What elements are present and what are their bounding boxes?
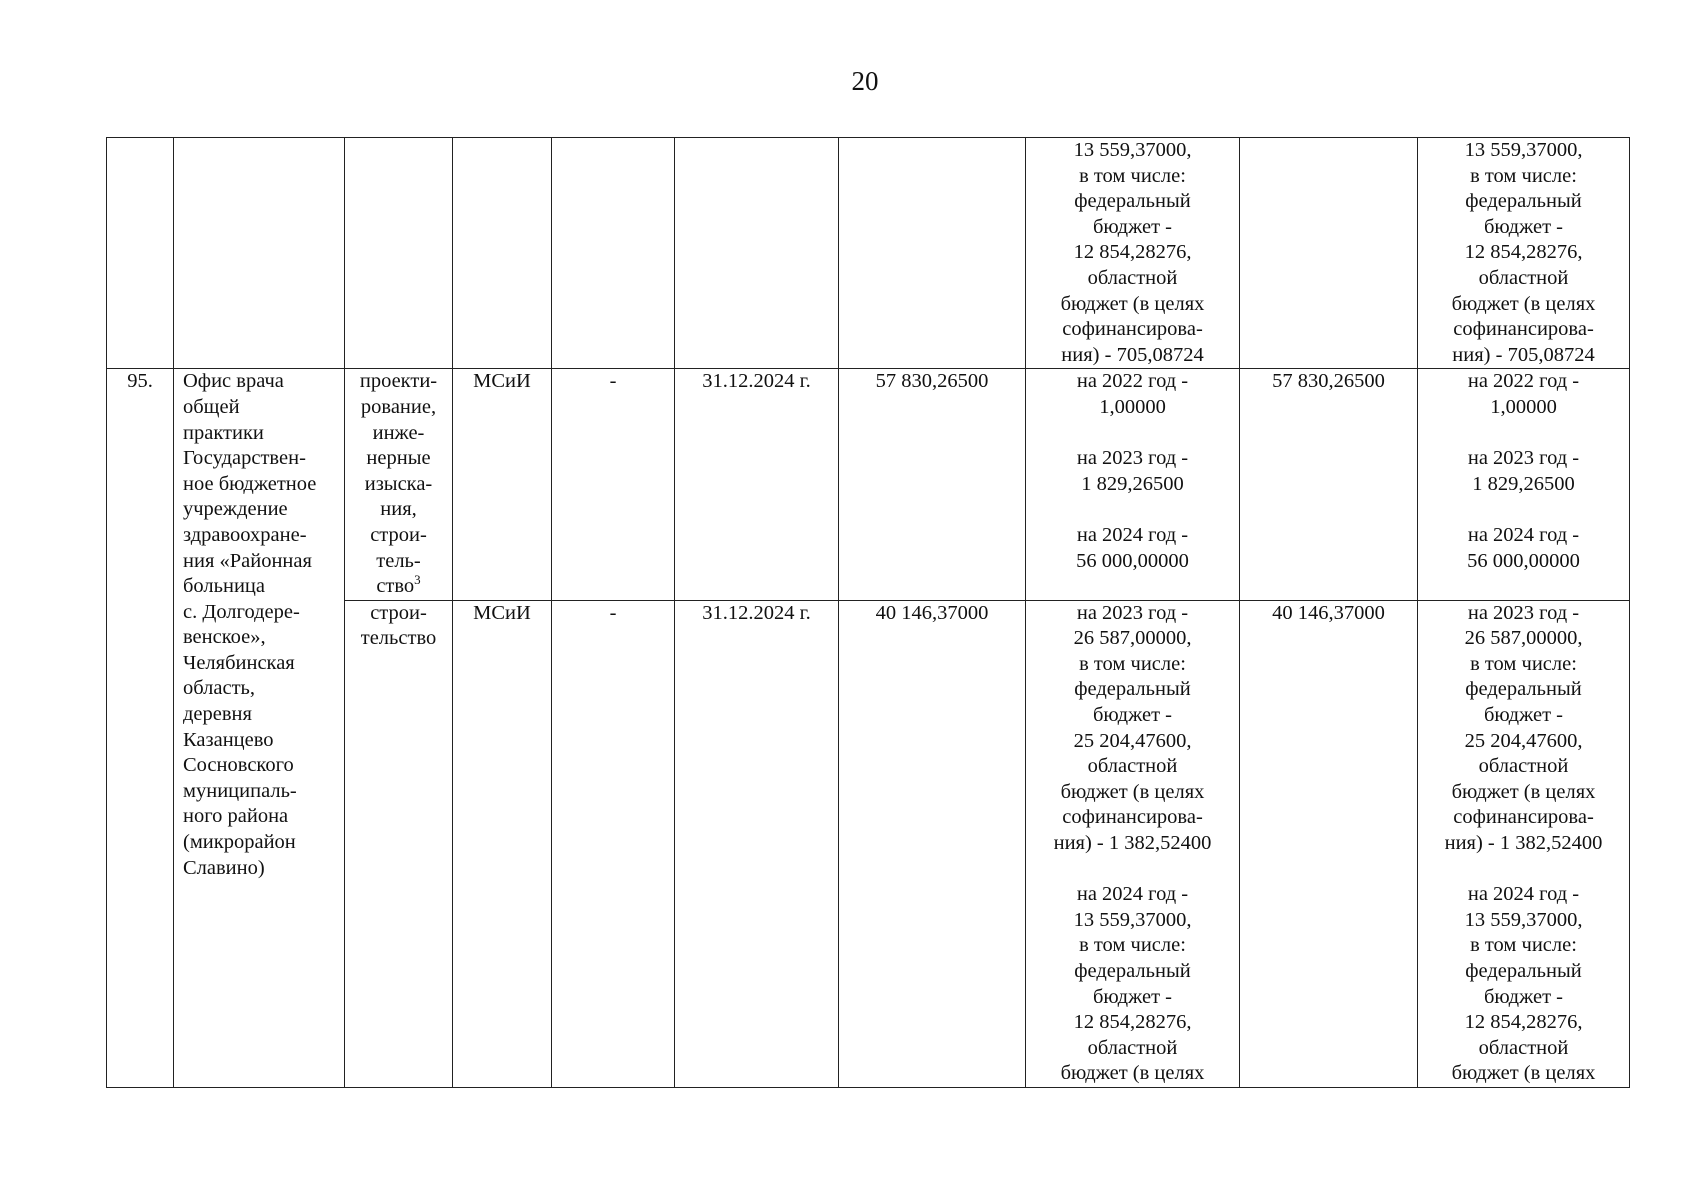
cell-work-type bbox=[345, 138, 453, 369]
cell-deadline: 31.12.2024 г. bbox=[675, 369, 839, 600]
cell-number bbox=[107, 138, 174, 369]
cell-estimated-cost bbox=[839, 138, 1026, 369]
continuation-row bbox=[107, 138, 1630, 369]
cell-limit-funding: 13 559,37000, в том числе: федеральный бюджет - 12 854,28276, областной бюджет (в целях софинансирова- ния) - 705,08724 bbox=[1418, 138, 1630, 369]
cell-number: 95. bbox=[107, 369, 174, 1088]
page-number: 20 bbox=[851, 66, 879, 96]
cell-deadline bbox=[675, 138, 839, 369]
cell-customer: МСиИ bbox=[453, 369, 552, 600]
cell-object-name: Офис врача общей практики Государствен- ное бюджетное учреждение здравоохране- ния «Районная больница с. Долгодере- венское», Челябинская область, деревня Казанцево Сосновского муниципаль- ного района (микрорайон Славино) bbox=[174, 369, 345, 1088]
cell-funding: на 2022 год - 1,00000 на 2023 год - 1 829,26500 на 2024 год - 56 000,00000 bbox=[1026, 369, 1240, 600]
cell-capacity bbox=[552, 138, 675, 369]
cell-limit: 40 146,37000 bbox=[1240, 600, 1418, 1087]
table-row bbox=[107, 369, 1630, 600]
cell-work-type bbox=[345, 369, 453, 600]
cell-funding: 13 559,37000, в том числе: федеральный бюджет - 12 854,28276, областной бюджет (в целях софинансирова- ния) - 705,08724 bbox=[1026, 138, 1240, 369]
cell-capacity: - bbox=[552, 600, 675, 1087]
footnote-marker: 3 bbox=[414, 572, 421, 588]
cell-customer bbox=[453, 138, 552, 369]
cell-limit-funding: на 2022 год - 1,00000 на 2023 год - 1 829,26500 на 2024 год - 56 000,00000 bbox=[1418, 369, 1630, 600]
cell-limit-funding: на 2023 год - 26 587,00000, в том числе: федеральный бюджет - 25 204,47600, областной бюджет (в целях софинансирова- ния) - 1 382,52400 на 2024 год - 13 559,37000, в том числе: федеральный бюджет - 12 854,28276, областной бюджет (в целях bbox=[1418, 600, 1630, 1087]
cell-capacity: - bbox=[552, 369, 675, 600]
cell-estimated-cost: 57 830,26500 bbox=[839, 369, 1026, 600]
cell-object-name bbox=[174, 138, 345, 369]
cell-customer: МСиИ bbox=[453, 600, 552, 1087]
cell-work-type: строи- тельство bbox=[345, 600, 453, 1087]
cell-estimated-cost: 40 146,37000 bbox=[839, 600, 1026, 1087]
cell-limit bbox=[1240, 138, 1418, 369]
cell-limit: 57 830,26500 bbox=[1240, 369, 1418, 600]
work-type-text: проекти- рование, инже- нерные изыска- ния, строи- тель- ство bbox=[359, 370, 438, 598]
cell-funding: на 2023 год - 26 587,00000, в том числе: федеральный бюджет - 25 204,47600, областной бюджет (в целях софинансирова- ния) - 1 382,52400 на 2024 год - 13 559,37000, в том числе: федеральный бюджет - 12 854,28276, областной бюджет (в целях bbox=[1026, 600, 1240, 1087]
object-table bbox=[106, 137, 1630, 1088]
cell-deadline: 31.12.2024 г. bbox=[675, 600, 839, 1087]
